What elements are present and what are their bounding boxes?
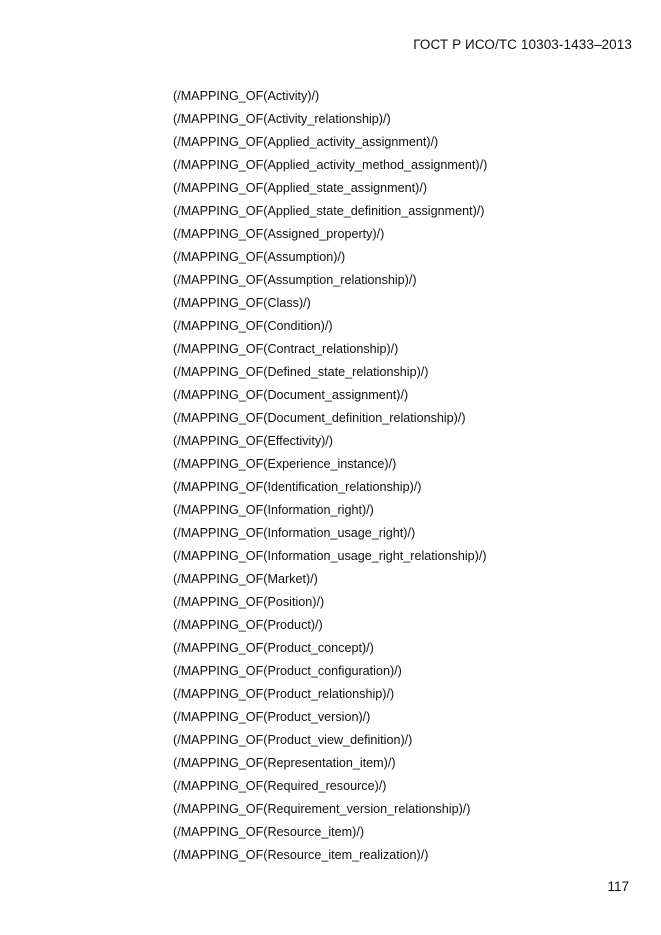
mapping-line: (/MAPPING_OF(Effectivity)/): [173, 434, 334, 448]
mapping-line: (/MAPPING_OF(Document_assignment)/): [173, 388, 409, 402]
mapping-line: (/MAPPING_OF(Class)/): [173, 296, 311, 310]
mapping-line: (/MAPPING_OF(Document_definition_relationship)/): [173, 411, 466, 425]
mapping-line: (/MAPPING_OF(Requirement_version_relationship)/): [173, 802, 471, 816]
mapping-line: (/MAPPING_OF(Resource_item)/): [173, 825, 365, 839]
page-number: 117: [607, 879, 629, 894]
mapping-line: (/MAPPING_OF(Representation_item)/): [173, 756, 396, 770]
mapping-list: [173, 86, 487, 868]
mapping-line: (/MAPPING_OF(Product_version)/): [173, 710, 371, 724]
mapping-line: (/MAPPING_OF(Identification_relationship)/): [173, 480, 422, 494]
mapping-line: (/MAPPING_OF(Required_resource)/): [173, 779, 387, 793]
mapping-line: (/MAPPING_OF(Assumption)/): [173, 250, 346, 264]
mapping-line: (/MAPPING_OF(Information_usage_right)/): [173, 526, 416, 540]
mapping-line: (/MAPPING_OF(Activity_relationship)/): [173, 112, 391, 126]
mapping-line: (/MAPPING_OF(Product)/): [173, 618, 323, 632]
mapping-line: (/MAPPING_OF(Resource_item_realization)/): [173, 848, 429, 862]
mapping-line: (/MAPPING_OF(Experience_instance)/): [173, 457, 397, 471]
mapping-line: (/MAPPING_OF(Market)/): [173, 572, 318, 586]
mapping-line: (/MAPPING_OF(Assumption_relationship)/): [173, 273, 417, 287]
mapping-line: (/MAPPING_OF(Defined_state_relationship)/): [173, 365, 429, 379]
mapping-line: (/MAPPING_OF(Product_view_definition)/): [173, 733, 413, 747]
mapping-line: (/MAPPING_OF(Applied_state_definition_assignment)/): [173, 204, 485, 218]
mapping-line: (/MAPPING_OF(Applied_state_assignment)/): [173, 181, 428, 195]
mapping-line: (/MAPPING_OF(Product_relationship)/): [173, 687, 395, 701]
mapping-line: (/MAPPING_OF(Information_right)/): [173, 503, 374, 517]
mapping-line: (/MAPPING_OF(Applied_activity_assignment)/): [173, 135, 439, 149]
mapping-line: (/MAPPING_OF(Applied_activity_method_assignment)/): [173, 158, 488, 172]
page-header-standard: ГОСТ Р ИСО/ТС 10303-1433–2013: [413, 37, 632, 52]
mapping-line: (/MAPPING_OF(Information_usage_right_relationship)/): [173, 549, 487, 563]
mapping-line: (/MAPPING_OF(Product_configuration)/): [173, 664, 402, 678]
mapping-line: (/MAPPING_OF(Assigned_property)/): [173, 227, 385, 241]
mapping-line: (/MAPPING_OF(Contract_relationship)/): [173, 342, 399, 356]
mapping-line: (/MAPPING_OF(Activity)/): [173, 89, 320, 103]
mapping-line: (/MAPPING_OF(Product_concept)/): [173, 641, 374, 655]
mapping-line: (/MAPPING_OF(Condition)/): [173, 319, 333, 333]
mapping-line: (/MAPPING_OF(Position)/): [173, 595, 325, 609]
